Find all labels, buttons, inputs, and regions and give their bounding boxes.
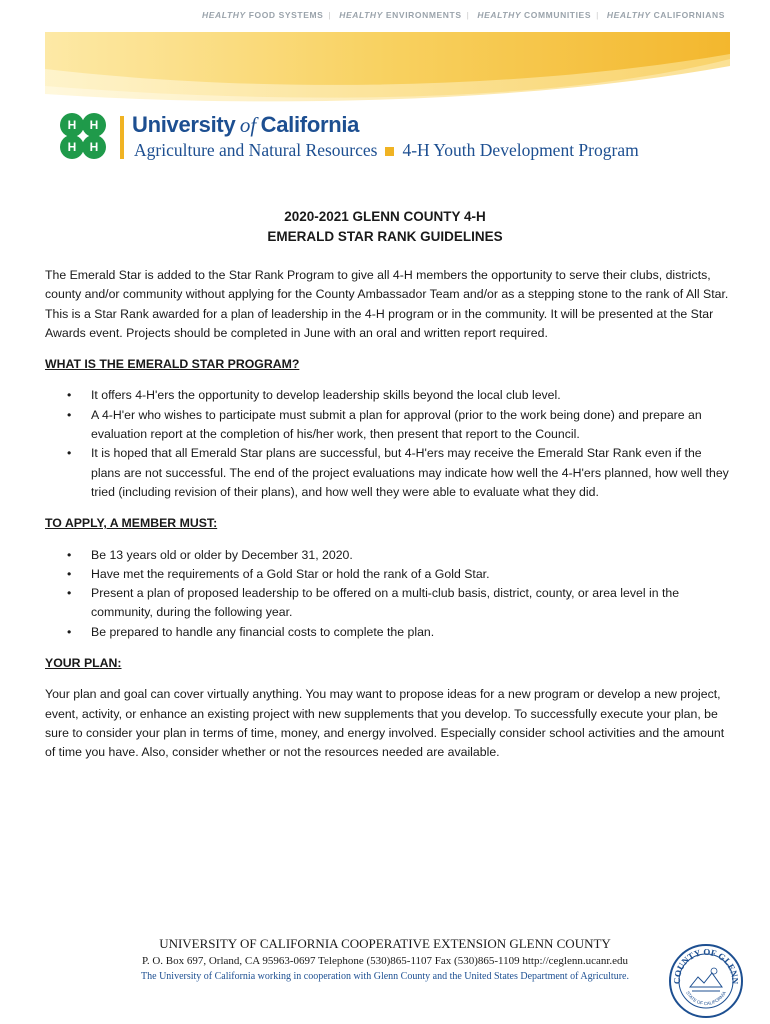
bullet-list [45, 386, 730, 502]
intro-paragraph: The Emerald Star is added to the Star Rank Program to give all 4-H members the opportunity to serve their clubs, districts, county and/or community without applying for the County Ambassador Team and/or as a stepping stone to the rank of All Star. This is a Star Rank awarded for a plan of leadership in the 4-H program or in the community. It will be presented at the Star Awards event. Projects should be completed in June with an oral and written report required. [45, 268, 729, 340]
tagline-item: HEALTHY FOOD SYSTEMS [202, 10, 324, 20]
document-body [45, 266, 730, 775]
gold-divider [120, 116, 124, 159]
footer [0, 935, 770, 985]
list-item: • Be prepared to handle any financial costs to complete the plan. [67, 624, 435, 639]
tagline-item: HEALTHY ENVIRONMENTS [339, 10, 462, 20]
uc-wordmark: University of California [132, 112, 360, 137]
list-item: • A 4-H'er who wishes to participate must submit a plan for approval (prior to the work being done) and prepare an evaluation report at the completion of his/her work, then present that report to the Council. [67, 407, 702, 442]
program-name: 4-H Youth Development Program [402, 140, 639, 160]
list-item: • It is hoped that all Emerald Star plans are successful, but 4-H'ers may receive the Emerald Star Rank even if the plans are not successful. The end of the project evaluations may indicate how well the 4-H'ers planned, how well they tried (including revision of their plans), and how well they were able to evaluate what they did. [67, 446, 729, 499]
list-item: • It offers 4-H'ers the opportunity to develop leadership skills beyond the local club level. [67, 388, 561, 403]
bullet-list [45, 546, 730, 642]
division-name: Agriculture and Natural Resources [134, 140, 378, 160]
tagline-item: HEALTHY COMMUNITIES [477, 10, 592, 20]
footer-note: The University of California working in cooperation with Glenn County and the United States Department of Agriculture. [141, 971, 629, 982]
section-heading: WHAT IS THE EMERALD STAR PROGRAM? [45, 357, 300, 372]
section-heading: YOUR PLAN: [45, 656, 122, 671]
county-seal-icon [668, 943, 744, 1019]
uc-subtitle [134, 140, 639, 161]
svg-text:H: H [67, 140, 77, 154]
tagline-bar: HEALTHY FOOD SYSTEMS | HEALTHY ENVIRONMENTS | HEALTHY COMMUNITIES | HEALTHY CALIFORNIANS [202, 10, 725, 20]
list-item: • Have met the requirements of a Gold Star or hold the rank of a Gold Star. [67, 566, 490, 581]
list-item: • Be 13 years old or older by December 31, 2020. [67, 547, 353, 562]
footer-org: UNIVERSITY OF CALIFORNIA COOPERATIVE EXTENSION GLENN COUNTY [159, 936, 611, 951]
svg-text:STATE OF CALIFORNIA: STATE OF CALIFORNIA [685, 990, 727, 1007]
four-h-clover-logo [55, 108, 111, 164]
svg-text:COUNTY OF GLENN: COUNTY OF GLENN [671, 946, 741, 985]
document-title: 2020-2021 GLENN COUNTY 4-H EMERALD STAR RANK GUIDELINES [267, 209, 503, 244]
list-item: • Present a plan of proposed leadership to be offered on a multi-club basis, district, county, or area level in the community, during the following year. [67, 586, 680, 620]
section-heading: TO APPLY, A MEMBER MUST: [45, 516, 218, 531]
gold-swoosh-banner [0, 24, 770, 104]
footer-contact: P. O. Box 697, Orland, CA 95963-0697 Telephone (530)865-1107 Fax (530)865-1109 http://ceglenn.ucanr.edu [141, 955, 629, 967]
gold-square-icon [385, 147, 394, 156]
svg-text:H: H [67, 118, 77, 132]
tagline-item: HEALTHY CALIFORNIANS [606, 10, 725, 20]
svg-text:H: H [89, 118, 99, 132]
svg-text:H: H [89, 140, 99, 154]
plan-paragraph: Your plan and goal can cover virtually anything. You may want to propose ideas for a new program or develop a new project, event, activity, or enhance an existing project with new supplements that you develop. To successfully execute your plan, be sure to consider your plan in terms of time, money, and energy involved. Especially consider school activities and the amount of time you have. Also, consider whether or not the resources needed are available. [45, 687, 725, 760]
